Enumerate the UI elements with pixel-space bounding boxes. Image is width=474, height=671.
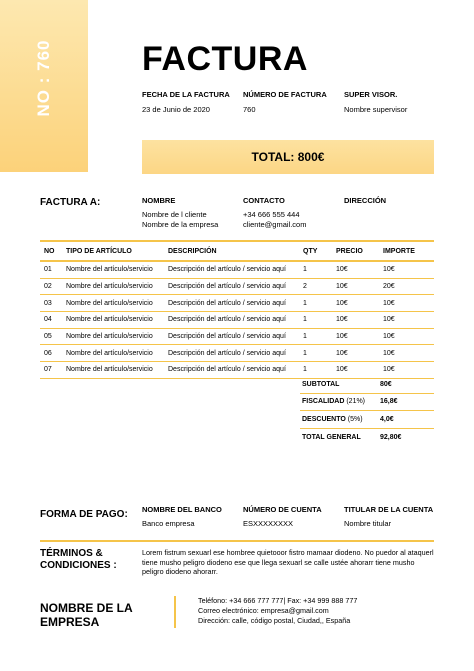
cell-qty: 1 [303,266,307,274]
invoice-number-vertical: NO : 760 [34,39,53,117]
summary-subtotal [300,376,434,394]
meta-number-value: 760 [243,105,256,114]
bill-to-name [142,196,218,230]
client-email: cliente@gmail.com [243,220,307,229]
holder-value: Nombre titular [344,519,392,528]
terms-title [40,548,117,572]
client-phone: +34 666 555 444 [243,210,300,219]
bill-to-contact [243,196,306,230]
cell-descripcion: Descripción del artículo / servicio aquí [168,316,286,324]
cell-tipo: Nombre del artículo/servicio [66,316,153,324]
meta-supervisor-label: SUPER VISOR. [344,90,398,99]
cell-qty: 2 [303,283,307,291]
cell-precio: 10€ [336,283,348,291]
cell-tipo: Nombre del artículo/servicio [66,349,153,357]
payment-holder [344,505,433,529]
terms-title-line1: TÉRMINOS & [40,548,103,559]
cell-no: 03 [44,299,52,307]
summary-grand-total [300,429,434,447]
table-row [40,262,434,279]
header-no: NO [44,247,55,255]
cell-precio: 10€ [336,366,348,374]
company-name-line1: NOMBRE DE LA [40,601,133,615]
grand-total-value: 92,80€ [380,433,402,441]
payment-title: FORMA DE PAGO: [40,509,128,520]
table-header [40,240,434,262]
holder-label: TITULAR DE LA CUENTA [344,505,434,514]
cell-qty: 1 [303,333,307,341]
summary-fiscal [300,394,434,412]
meta-date-label: FECHA DE LA FACTURA [142,90,230,99]
cell-importe: 10€ [383,316,395,324]
cell-no: 07 [44,366,52,374]
cell-importe: 10€ [383,299,395,307]
bank-label: NOMBRE DEL BANCO [142,505,222,514]
company-contact [198,596,357,626]
cell-importe: 10€ [383,366,395,374]
client-company: Nombre de la empresa [142,220,219,229]
cell-qty: 1 [303,316,307,324]
bill-to-title: FACTURA A: [40,197,101,208]
cell-tipo: Nombre del artículo/servicio [66,333,153,341]
bill-to-name-label: NOMBRE [142,196,176,205]
fiscal-label: FISCALIDAD [302,398,345,406]
summary [300,376,434,446]
cell-descripcion: Descripción del artículo / servicio aquí [168,333,286,341]
company-name [40,601,133,629]
header-descripcion: DESCRIPCIÓN [168,247,217,255]
bill-to-contact-label: CONTACTO [243,196,285,205]
summary-discount [300,411,434,429]
cell-tipo: Nombre del artículo/servicio [66,266,153,274]
cell-tipo: Nombre del artículo/servicio [66,299,153,307]
fiscal-pct: (21%) [346,398,366,406]
cell-descripcion: Descripción del artículo / servicio aquí [168,349,286,357]
cell-precio: 10€ [336,299,348,307]
cell-precio: 10€ [336,349,348,357]
cell-descripcion: Descripción del artículo / servicio aquí [168,366,286,374]
cell-qty: 1 [303,366,307,374]
subtotal-label: SUBTOTAL [302,380,340,388]
terms-title-line2: CONDICIONES : [40,560,117,571]
cell-no: 04 [44,316,52,324]
cell-importe: 10€ [383,266,395,274]
cell-importe: 10€ [383,349,395,357]
cell-precio: 10€ [336,316,348,324]
total-text: TOTAL: 800€ [251,150,325,164]
bank-value: Banco empresa [142,519,195,528]
client-name: Nombre de l cliente [142,210,207,219]
payment-bank [142,505,222,529]
company-phone: Teléfono: +34 666 777 777| Fax: +34 999 888 777 [198,596,358,605]
header-importe: IMPORTE [383,247,415,255]
meta-number-label: NÚMERO DE FACTURA [243,90,327,99]
company-name-line2: EMPRESA [40,615,100,629]
account-label: NÚMERO DE CUENTA [243,505,322,514]
terms-text: Lorem fistrum sexuarl ese hombree quietooor fistro mamaar diodeno. No puedor al ataquerl tiene musho peligro diodeno ese que llega sexuarl se calle ustée ahorarr tiene musho peligro diodeno ahorarr. [142,548,434,576]
company-address: Dirección: calle, código postal, Ciudad,, España [198,616,351,625]
subtotal-value: 80€ [380,380,392,388]
cell-qty: 1 [303,349,307,357]
cell-descripcion: Descripción del artículo / servicio aquí [168,266,286,274]
total-bar [142,140,434,174]
cell-importe: 20€ [383,283,395,291]
cell-tipo: Nombre del artículo/servicio [66,366,153,374]
payment-account [243,505,322,529]
cell-descripcion: Descripción del artículo / servicio aquí [168,299,286,307]
header-tipo: TIPO DE ARTÍCULO [66,247,132,255]
cell-no: 01 [44,266,52,274]
header-qty: QTY [303,247,318,255]
table-row [40,329,434,346]
footer-divider [174,596,176,628]
cell-precio: 10€ [336,266,348,274]
divider-line [40,540,434,542]
table-row [40,345,434,362]
meta-supervisor-value: Nombre supervisor [344,105,408,114]
page-title: FACTURA [142,40,308,78]
cell-importe: 10€ [383,333,395,341]
side-band [0,0,88,172]
cell-qty: 1 [303,299,307,307]
fiscal-value: 16,8€ [380,398,398,406]
bill-to-address-label: DIRECCIÓN [344,196,387,205]
cell-tipo: Nombre del artículo/servicio [66,283,153,291]
cell-descripcion: Descripción del artículo / servicio aquí [168,283,286,291]
account-value: ESXXXXXXXX [243,519,294,528]
company-email: Correo electrónico: empresa@gmail.com [198,606,329,615]
table-row [40,279,434,296]
meta-number [243,90,327,114]
table-row [40,312,434,329]
header-precio: PRECIO [336,247,363,255]
items-table [40,240,434,379]
meta-date [142,90,230,114]
meta-supervisor [344,90,407,114]
meta-date-value: 23 de Junio de 2020 [142,105,210,114]
cell-no: 06 [44,349,52,357]
discount-pct: (5%) [347,415,363,423]
bill-to-address [344,196,386,210]
table-row [40,295,434,312]
cell-no: 02 [44,283,52,291]
discount-value: 4,0€ [380,415,394,423]
cell-precio: 10€ [336,333,348,341]
grand-total-label: TOTAL GENERAL [302,433,361,441]
discount-label: DESCUENTO [302,415,346,423]
cell-no: 05 [44,333,52,341]
